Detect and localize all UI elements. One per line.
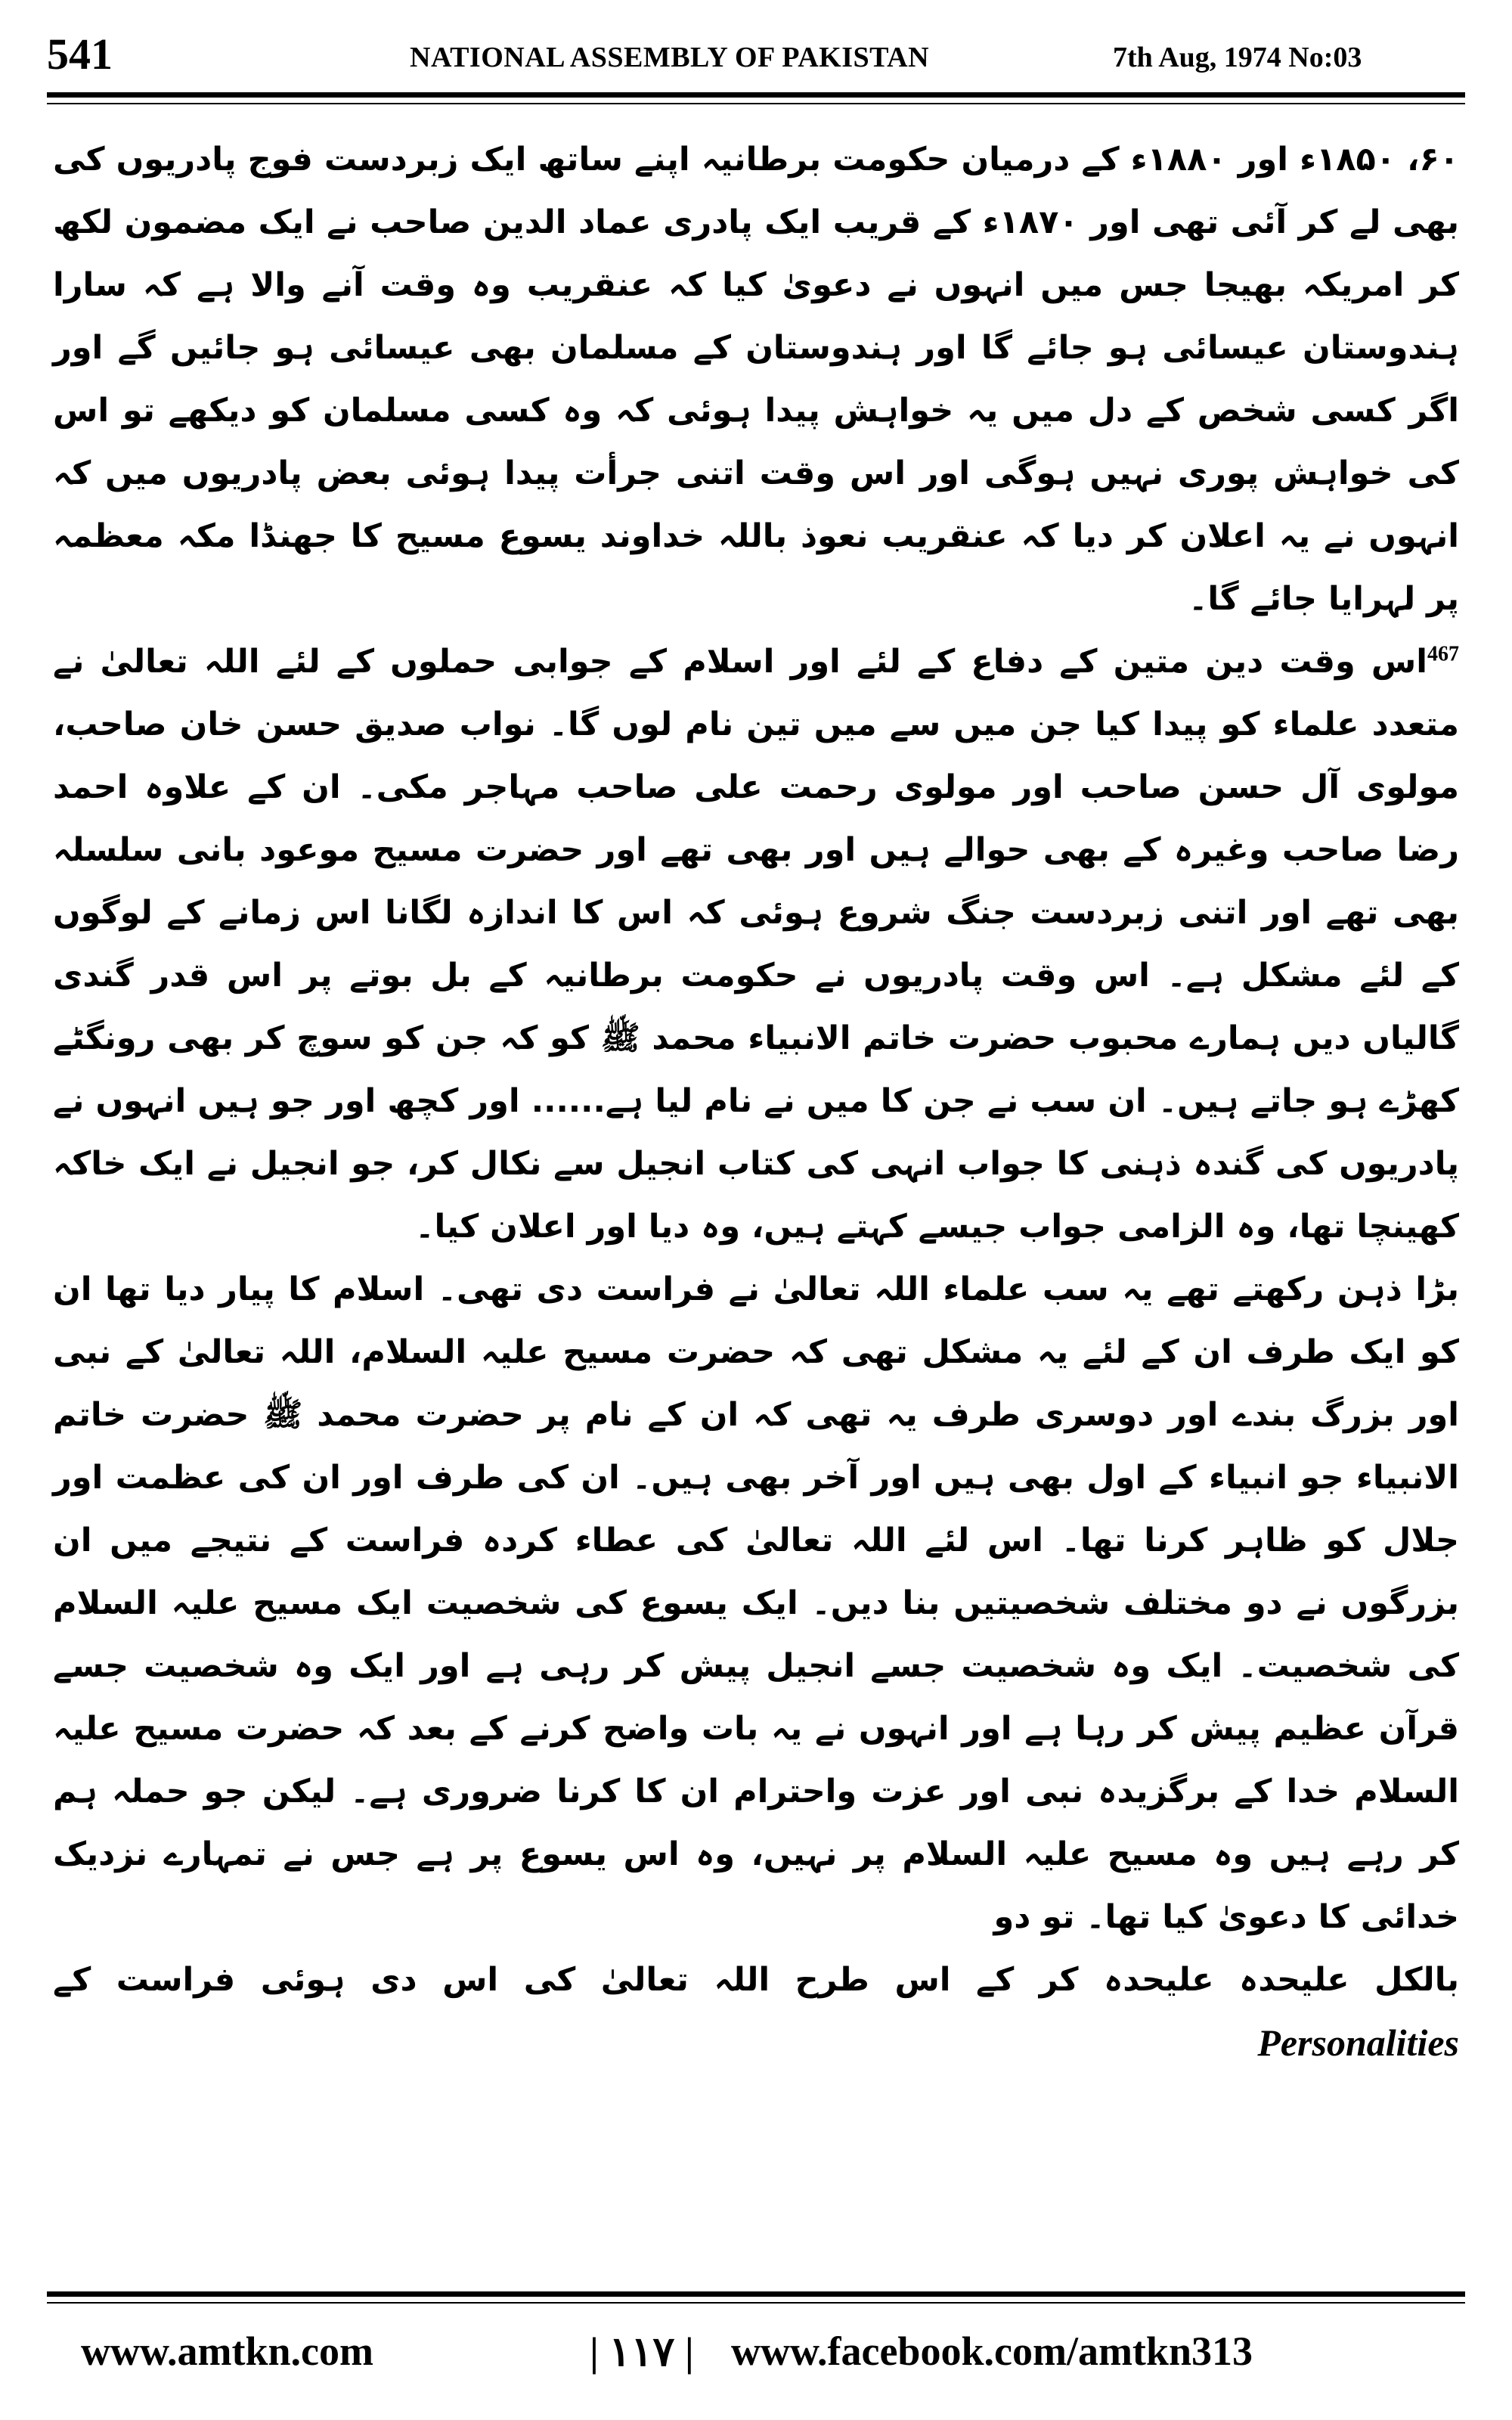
facebook-link[interactable]: www.facebook.com/amtkn313 (731, 2328, 1253, 2374)
paragraph-3: بڑا ذہن رکھتے تھے یہ سب علماء اللہ تعالیٰ نے فراست دی تھی۔ اسلام کا پیار دیا تھا ان کو ایک طرف ان کے لئے یہ مشکل تھی کہ حضرت مسیح علیہ السلام، اللہ تعالیٰ کے نبی اور بزرگ بندے اور دوسری طرف یہ تھی کہ ان کے نام پر حضرت محمد ﷺ حضرت خاتم الانبیاء جو انبیاء کے اول بھی ہیں اور آخر بھی ہیں۔ ان کی طرف اور ان کی عظمت اور جلال کو ظاہر کرنا تھا۔ اس لئے اللہ تعالیٰ کی عطاء کردہ فراست کے نتیجے میں ان بزرگوں نے دو مختلف شخصیتیں بنا دیں۔ ایک یسوع کی شخصیت ایک مسیح علیہ السلام کی شخصیت۔ ایک وہ شخصیت جسے انجیل پیش کر رہی ہے اور ایک وہ شخصیت جسے قرآن عظیم پیش کر رہا ہے اور انہوں نے یہ بات واضح کرنے کے بعد کہ حضرت مسیح علیہ السلام خدا کے برگزیدہ نبی اور عزت واحترام ان کا کرنا ضروری ہے۔ لیکن جو حملہ ہم کر رہے ہیں وہ مسیح علیہ السلام پر نہیں، وہ اس یسوع پر ہے جس نے تمہارے نزدیک خدائی کا دعویٰ کیا تھا۔ تو دو (53, 1270, 1459, 1936)
footer-rule-thick (47, 2291, 1465, 2297)
paragraph-1: ۶۰، ۱۸۵۰ء اور ۱۸۸۰ء کے درمیان حکومت برطانیہ اپنے ساتھ ایک زبردست فوج پادریوں کی بھی لے کر آئی تھی اور ۱۸۷۰ء کے قریب ایک پادری عماد الدین صاحب نے ایک مضمون لکھ کر امریکہ بھیجا جس میں انہوں نے دعویٰ کیا کہ عنقریب وہ وقت آنے والا ہے کہ سارا ہندوستان عیسائی ہو جائے گا اور ہندوستان کے مسلمان بھی عیسائی ہو جائیں گے اور اگر کسی شخص کے دل میں یہ خواہش پیدا ہوئی کہ وہ کسی مسلمان کو دیکھے تو اس کی خواہش پوری نہیں ہوگی اور اس وقت اتنی جرأت پیدا ہوئی بعض پادریوں میں کہ انہوں نے یہ اعلان کر دیا کہ عنقریب نعوذ باللہ خداوند یسوع مسیح کا جھنڈا مکہ معظمہ پر لہرایا جائے گا۔ (53, 141, 1459, 618)
header-rule-thick (47, 92, 1465, 98)
urdu-body-text (53, 129, 1459, 2276)
page-number: 541 (47, 29, 113, 79)
assembly-title: NATIONAL ASSEMBLY OF PAKISTAN (410, 42, 930, 73)
header-rule-thin (47, 103, 1465, 104)
website-link[interactable]: www.amtkn.com (81, 2328, 373, 2374)
english-word: Personalities (1257, 2021, 1459, 2064)
urdu-page-number: | ١١٧ | (590, 2329, 694, 2375)
footer-rule-thin (47, 2302, 1465, 2304)
paragraph-4 (53, 1949, 1459, 2077)
paragraph-2 (53, 631, 1459, 1258)
session-date: 7th Aug, 1974 No:03 (1113, 42, 1362, 73)
paragraph-4-text: بالکل علیحدہ علیحدہ کر کے اس طرح اللہ تعالیٰ کی اس دی ہوئی فراست کے (53, 1961, 1459, 1999)
page-footer (47, 2322, 1465, 2390)
footnote-reference: 467 (1427, 642, 1459, 666)
paragraph-2-text: اس وقت دین متین کے دفاع کے لئے اور اسلام کے جوابی حملوں کے لئے اللہ تعالیٰ نے متعدد علماء کو پیدا کیا جن میں سے میں تین نام لوں گا۔ نواب صدیق حسن خان صاحب، مولوی آل حسن صاحب اور مولوی رحمت علی صاحب مہاجر مکی۔ ان کے علاوہ احمد رضا صاحب وغیرہ کے بھی حوالے ہیں اور بھی تھے اور حضرت مسیح موعود بانی سلسلہ بھی تھے اور اتنی زبردست جنگ شروع ہوئی کہ اس کا اندازہ لگانا اس زمانے کے لوگوں کے لئے مشکل ہے۔ اس وقت پادریوں نے حکومت برطانیہ کے بل بوتے پر اس قدر گندی گالیاں دیں ہمارے محبوب حضرت خاتم الانبیاء محمد ﷺ کو کہ جن کو سوچ کر بھی رونگٹے کھڑے ہو جاتے ہیں۔ ان سب نے جن کا میں نے نام لیا ہے...... اور کچھ اور جو ہیں انہوں نے پادریوں کی گندہ ذہنی کا جواب انہی کی کتاب انجیل سے نکال کر، جو انجیل نے ایک خاکہ کھینچا تھا، وہ الزامی جواب جیسے کہتے ہیں، وہ دیا اور اعلان کیا۔ (53, 643, 1459, 1246)
